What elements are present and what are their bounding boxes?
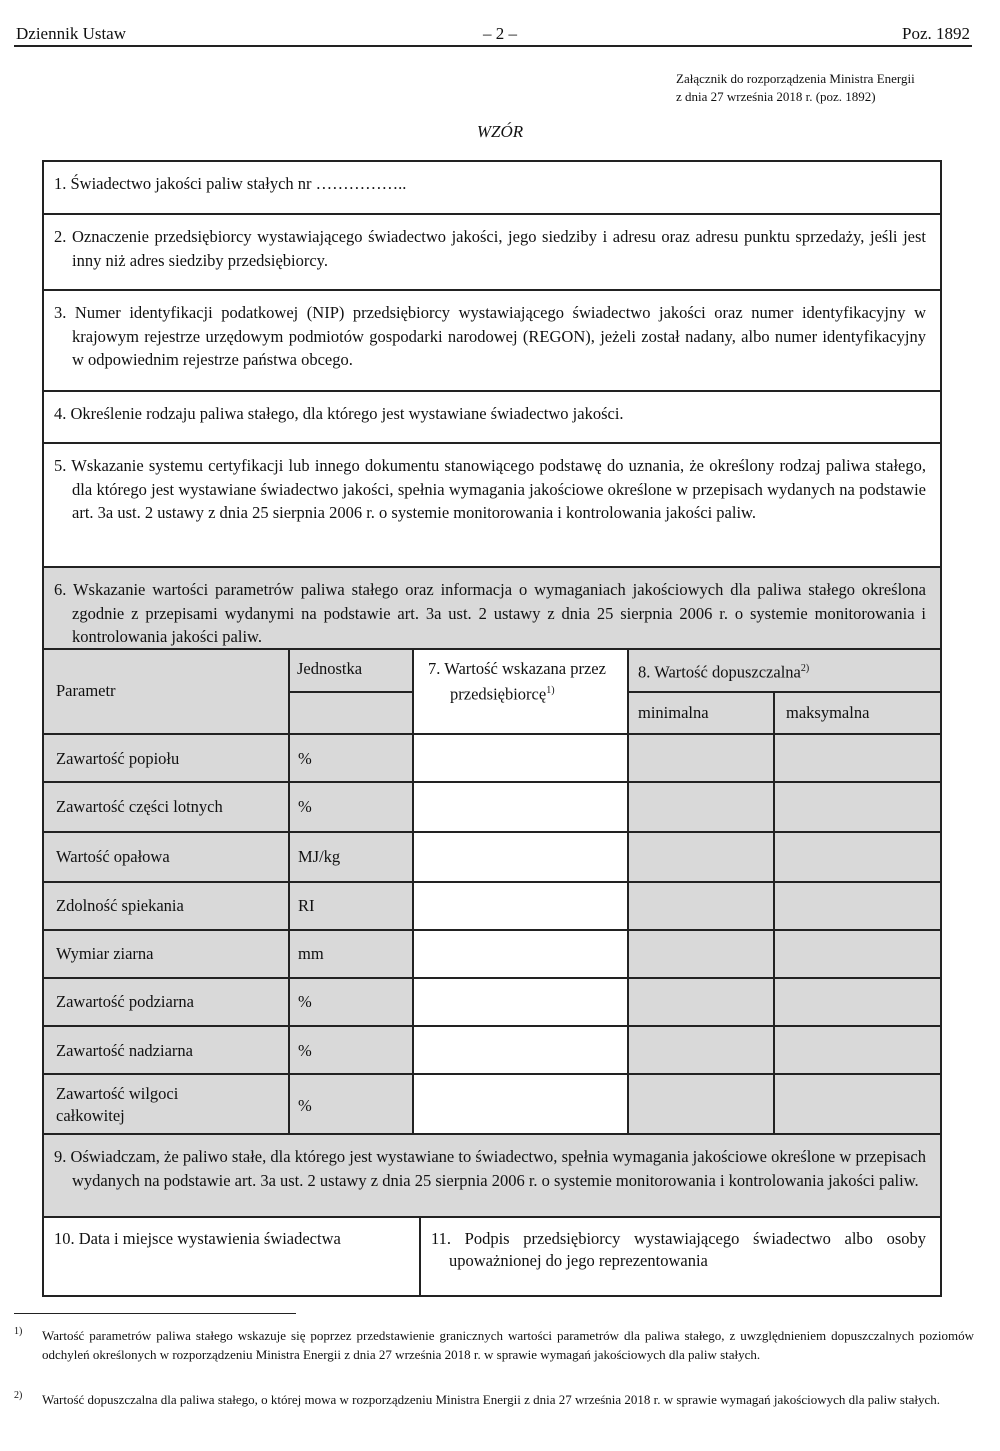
table-divider	[44, 977, 940, 979]
position-number: Poz. 1892	[902, 24, 970, 43]
section-1-text: 1. Świadectwo jakości paliw stałych nr ……………..	[54, 174, 407, 193]
table-divider	[44, 1073, 940, 1075]
row-unit: %	[298, 1041, 312, 1060]
table-divider	[289, 691, 413, 693]
value-input-cell[interactable]	[414, 882, 627, 930]
row-param: Zawartość podziarna	[56, 992, 194, 1011]
section-4-fuel-type[interactable]	[44, 392, 940, 444]
table-divider	[44, 831, 940, 833]
section-11-text: 11. Podpis przedsiębiorcy wystawiającego świadectwo albo osoby upoważnionej do jego reprezentowania	[431, 1229, 926, 1270]
row-param: Zawartość części lotnych	[56, 797, 223, 816]
row-param: Wartość opałowa	[56, 847, 170, 866]
header-value-declared-text: 7. Wartość wskazana przez przedsiębiorcę	[428, 659, 606, 704]
value-input-cell[interactable]	[414, 1026, 627, 1074]
header-divider	[14, 45, 972, 47]
section-5-certification-system[interactable]	[44, 444, 940, 568]
footnote-2-text: Wartość dopuszczalna dla paliwa stałego, o której mowa w rozporządzeniu Ministra Energii z dnia 27 września 2018 r. w sprawie wymagań jakościowych dla paliw stałych.	[42, 1392, 940, 1407]
section-2-text: 2. Oznaczenie przedsiębiorcy wystawiającego świadectwo jakości, jego siedziby i adresu oraz adresu punktu sprzedaży, jeśli jest inny niż adres siedziby przedsiębiorcy.	[54, 227, 926, 270]
footnote-1-mark: 1)	[14, 1326, 23, 1337]
header-value-declared	[428, 658, 618, 706]
table-divider	[44, 881, 940, 883]
section-9-declaration	[44, 1135, 940, 1218]
form-template-label: WZÓR	[476, 122, 524, 141]
row-unit: %	[298, 992, 312, 1011]
table-divider	[44, 929, 940, 931]
journal-title: Dziennik Ustaw	[16, 24, 127, 43]
header-parameter: Parametr	[56, 681, 116, 700]
section-6-text: 6. Wskazanie wartości parametrów paliwa stałego oraz informacja o wymaganiach jakościowych dla paliwa stałego określona zgodnie z przepisami wydanymi na podstawie art. 3a ust. 2 ustawy z dnia 25 sierpnia 2006 r. o systemie monitorowania i kontrolowania jakości paliw.	[54, 580, 926, 646]
header-unit: Jednostka	[297, 659, 363, 678]
table-divider	[628, 691, 940, 693]
footnote-2	[14, 1390, 974, 1409]
section-9-text: 9. Oświadczam, że paliwo stałe, dla którego jest wystawiane to świadectwo, spełnia wymagania jakościowe określone w przepisach wydanych na podstawie art. 3a ust. 2 ustawy z dnia 25 sierpnia 2006 r. o systemie monitorowania i kontrolowania jakości paliw.	[54, 1147, 926, 1190]
header-minimum: minimalna	[638, 703, 709, 722]
section-6-parameters-info	[44, 568, 940, 650]
section-10-text: 10. Data i miejsce wystawienia świadectwa	[54, 1229, 341, 1248]
value-input-cell[interactable]	[414, 978, 627, 1026]
section-5-text: 5. Wskazanie systemu certyfikacji lub innego dokumentu stanowiącego podstawę do uznania, że określony rodzaj paliwa stałego, dla którego jest wystawiane świadectwo jakości, spełnia wymagania jakościowe określone w przepisach wydanych na podstawie art. 3a ust. 2 ustawy z dnia 25 sierpnia 2006 r. o systemie monitorowania i kontrolowania jakości paliw.	[54, 456, 926, 522]
table-divider	[627, 650, 629, 1133]
row-param: Zawartość popiołu	[56, 749, 180, 768]
page-number: – 2 –	[483, 24, 517, 43]
row-param: Wymiar ziarna	[56, 944, 154, 963]
section-1-certificate-number[interactable]	[44, 162, 940, 215]
table-divider	[44, 1025, 940, 1027]
value-input-cell[interactable]	[414, 1074, 627, 1132]
footnote-1-text: Wartość parametrów paliwa stałego wskazuje się poprzez przedstawienie granicznych wartości parametrów dla paliwa stałego, z uwzględnieniem dopuszczalnych poziomów odchyleń określonych w rozporządzeniu Ministra Energii z dnia 27 września 2018 r. w sprawie wymagań jakościowych dla paliw stałych.	[42, 1328, 974, 1362]
table-divider	[412, 650, 414, 1133]
footnote-ref-2: 2)	[800, 663, 810, 674]
footnote-ref-1: 1)	[546, 685, 555, 696]
section-10-date-place[interactable]	[44, 1218, 420, 1295]
table-divider	[773, 692, 775, 1133]
row-param: Zdolność spiekania	[56, 896, 184, 915]
table-divider	[44, 781, 940, 783]
row-unit: %	[298, 749, 312, 768]
value-input-cell[interactable]	[414, 930, 627, 978]
section-3-text: 3. Numer identyfikacji podatkowej (NIP) przedsiębiorcy wystawiającego świadectwo jakości oraz numer identyfikacyjny w krajowym rejestrze urzędowym podmiotów gospodarki narodowej (REGON), jeżeli został nadany, albo numer identyfikacyjny w odpowiednim rejestrze państwa obcego.	[54, 303, 926, 369]
section-2-issuer-address[interactable]	[44, 215, 940, 291]
section-4-text: 4. Określenie rodzaju paliwa stałego, dla którego jest wystawiane świadectwo jakości.	[54, 404, 624, 423]
value-input-cell[interactable]	[414, 782, 627, 832]
value-input-cell[interactable]	[414, 832, 627, 882]
annex-note	[676, 70, 915, 106]
row-unit: mm	[298, 944, 324, 963]
footnote-2-mark: 2)	[14, 1390, 23, 1401]
table-divider	[44, 733, 940, 735]
row-unit: RI	[298, 896, 315, 915]
row-param: Zawartość nadziarna	[56, 1041, 193, 1060]
header-value-allowed	[638, 658, 938, 684]
section-3-tax-id[interactable]	[44, 291, 940, 392]
row-param: Zawartość wilgoci całkowitej	[56, 1084, 179, 1125]
section-11-signature[interactable]	[421, 1218, 940, 1295]
table-divider	[288, 650, 290, 1133]
footnote-divider	[14, 1313, 296, 1314]
annex-line-1: Załącznik do rozporządzenia Ministra Energii	[676, 71, 915, 86]
header-value-allowed-text: 8. Wartość dopuszczalna	[638, 662, 801, 682]
footnote-1	[14, 1326, 974, 1364]
row-unit: %	[298, 1096, 312, 1115]
row-unit: %	[298, 797, 312, 816]
annex-line-2: z dnia 27 września 2018 r. (poz. 1892)	[676, 89, 876, 104]
certificate-form	[42, 160, 942, 1297]
row-unit: MJ/kg	[298, 847, 341, 866]
value-input-cell[interactable]	[414, 734, 627, 782]
header-maximum: maksymalna	[786, 703, 870, 722]
